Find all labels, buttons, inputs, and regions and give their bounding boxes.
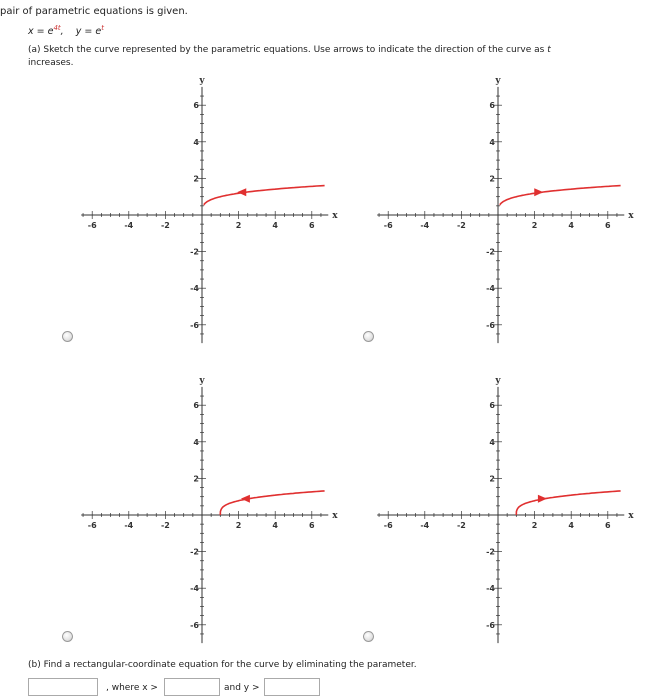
radio-graph-d[interactable] [363, 631, 374, 642]
x-tick-label: 2 [235, 521, 242, 530]
x-axis-label: x [628, 211, 634, 221]
radio-graph-b[interactable] [363, 331, 374, 342]
where-x-label: , where x > [106, 683, 158, 693]
x-tick-label: -6 [87, 221, 97, 230]
x-tick-label: 2 [531, 221, 538, 230]
x-tick-label: 4 [272, 521, 278, 530]
part-a-tail: increases. [28, 58, 74, 68]
y-axis-label: y [495, 75, 501, 86]
x-tick-label: 4 [568, 521, 574, 530]
y-tick-label: -4 [190, 284, 199, 294]
parametric-equations: $x = e^{4t}$, $y = e^t$ [28, 24, 104, 38]
intro-text: pair of parametric equations is given. [0, 6, 188, 17]
part-b-answer-row [28, 678, 648, 698]
y-axis-label: y [495, 375, 501, 386]
y-tick-label: 4 [489, 437, 495, 447]
x-tick-label: -6 [383, 521, 393, 530]
x-tick-label: 4 [568, 221, 574, 230]
x-tick-label: -4 [124, 521, 134, 530]
y-tick-label: -2 [190, 547, 199, 557]
x-tick-label: -2 [456, 221, 466, 230]
graph-b-svg [374, 76, 654, 346]
y-tick-label: 2 [193, 174, 199, 184]
y-tick-label: -2 [486, 547, 495, 557]
x-tick-label: 6 [309, 521, 315, 530]
curve [204, 186, 325, 205]
part-a-text: (a) Sketch the curve represented by the parametric equations. Use arrows to indicate the direction of the curve as [28, 45, 548, 55]
y-tick-label: -6 [486, 320, 495, 330]
y-tick-label: 4 [489, 137, 495, 147]
x-tick-label: 2 [531, 521, 538, 530]
y-tick-label: 6 [489, 401, 495, 411]
direction-arrow [241, 495, 250, 503]
and-y-label: and y > [224, 683, 260, 693]
x-tick-label: -4 [124, 221, 134, 230]
x-axis-label: x [628, 511, 634, 521]
y-tick-label: 2 [489, 174, 495, 184]
graph-c [78, 376, 368, 646]
y-tick-label: -6 [190, 320, 199, 330]
x-axis-label: x [332, 511, 338, 521]
curve [500, 186, 621, 205]
y-tick-label: -4 [190, 584, 199, 594]
radio-graph-c[interactable] [62, 631, 73, 642]
curve [220, 491, 324, 515]
y-tick-label: -6 [486, 620, 495, 630]
x-tick-label: 4 [272, 221, 278, 230]
y-tick-label: 4 [193, 437, 199, 447]
y-equation: y = e [75, 26, 102, 38]
direction-arrow [237, 188, 246, 196]
x-exponent: 4t [53, 24, 61, 32]
y-tick-label: 6 [489, 101, 495, 111]
x-tick-label: -2 [160, 221, 170, 230]
x-tick-label: -6 [87, 521, 97, 530]
x-tick-label: 2 [235, 221, 242, 230]
equation-input[interactable] [28, 678, 98, 696]
x-tick-label: -6 [383, 221, 393, 230]
graph-a [78, 76, 368, 346]
y-tick-label: -2 [486, 247, 495, 257]
y-tick-label: -6 [190, 620, 199, 630]
y-axis-label: y [199, 75, 205, 86]
y-tick-label: -2 [190, 247, 199, 257]
x-tick-label: 6 [605, 221, 611, 230]
graph-c-svg [78, 376, 368, 646]
y-tick-label: -4 [486, 284, 495, 294]
graph-a-svg [78, 76, 368, 346]
x-bound-input[interactable] [164, 678, 220, 696]
y-tick-label: 6 [193, 401, 199, 411]
part-b-question: (b) Find a rectangular-coordinate equation for the curve by eliminating the parameter. [28, 660, 417, 670]
x-tick-label: 6 [309, 221, 315, 230]
y-bound-input[interactable] [264, 678, 320, 696]
y-tick-label: 2 [193, 474, 199, 484]
x-tick-label: 6 [605, 521, 611, 530]
direction-arrow [534, 188, 543, 196]
x-tick-label: -4 [420, 221, 430, 230]
x-tick-label: -2 [456, 521, 466, 530]
y-exponent: t [101, 24, 104, 32]
x-equation: x = e [28, 26, 54, 38]
radio-graph-a[interactable] [62, 331, 73, 342]
y-tick-label: 6 [193, 101, 199, 111]
part-a-question [28, 44, 628, 70]
y-axis-label: y [199, 375, 205, 386]
x-tick-label: -4 [420, 521, 430, 530]
curve [516, 491, 620, 515]
x-axis-label: x [332, 211, 338, 221]
y-tick-label: 2 [489, 474, 495, 484]
graph-d-svg [374, 376, 654, 646]
graph-d [374, 376, 654, 646]
x-tick-label: -2 [160, 521, 170, 530]
part-a-var: t [547, 45, 551, 55]
y-tick-label: -4 [486, 584, 495, 594]
y-tick-label: 4 [193, 137, 199, 147]
graph-b [374, 76, 654, 346]
direction-arrow [538, 495, 547, 503]
